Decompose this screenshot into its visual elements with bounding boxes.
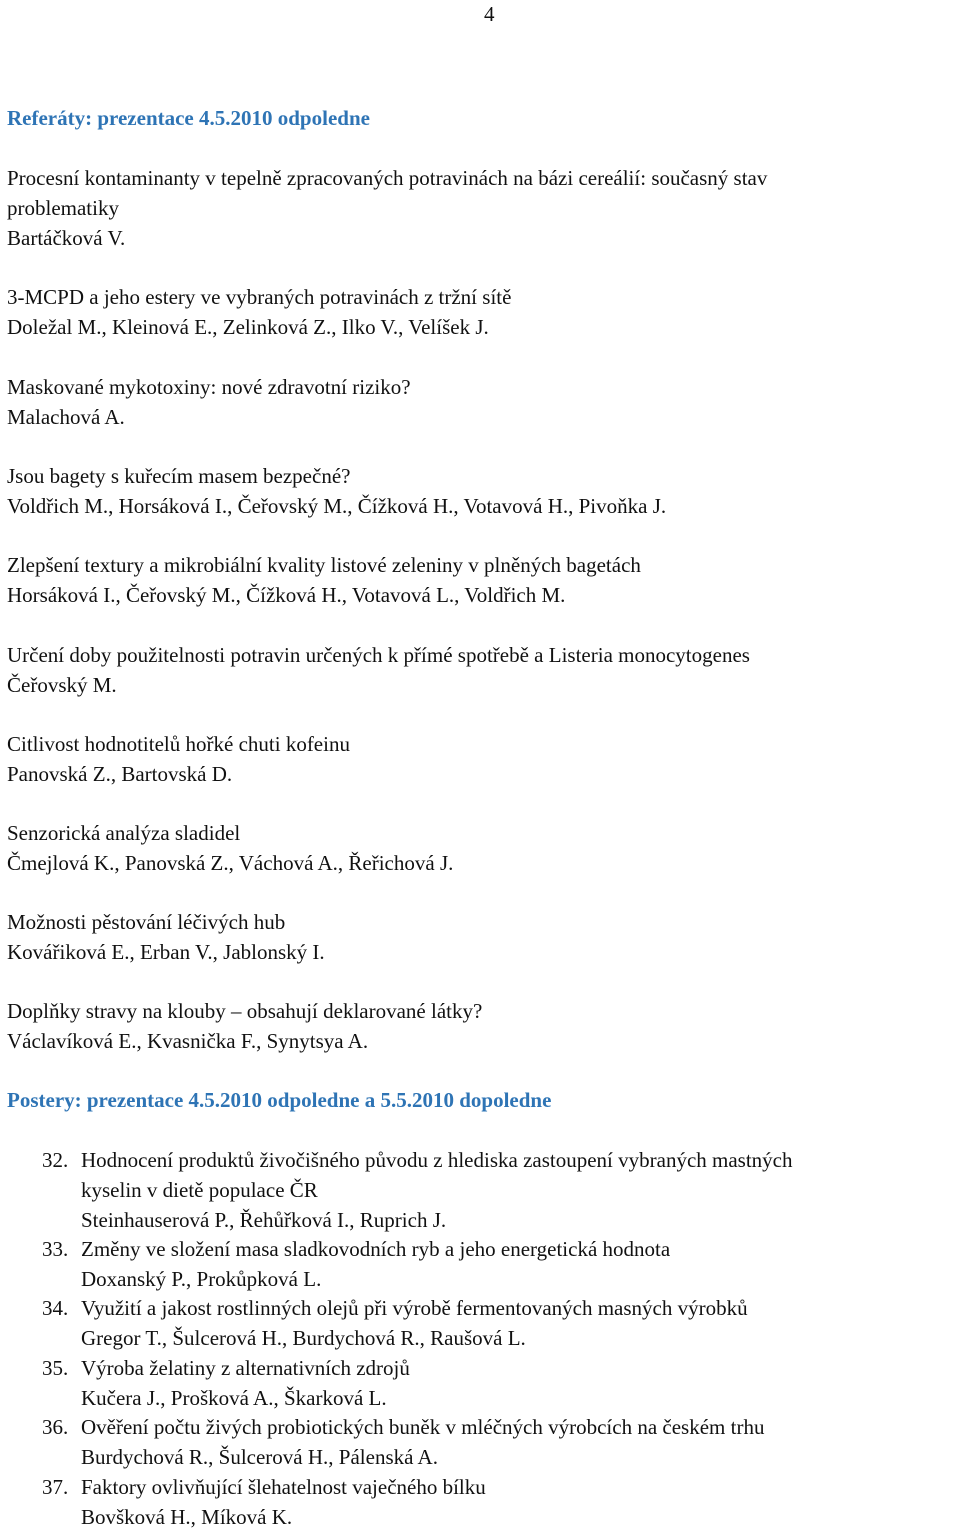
poster-item (42, 1145, 957, 1235)
poster-authors: Gregor T., Šulcerová H., Burdychová R., Raušová L. (81, 1326, 526, 1350)
poster-number: 35. (42, 1356, 69, 1380)
lecture-title-continued: problematiky (7, 196, 119, 220)
lecture-item (7, 550, 952, 610)
lecture-item (7, 282, 952, 342)
lecture-item (7, 818, 952, 878)
lecture-title: Citlivost hodnotitelů hořké chuti kofeinu (7, 732, 350, 756)
poster-item (42, 1353, 957, 1413)
page-number: 4 (484, 2, 495, 26)
lecture-authors: Václavíková E., Kvasnička F., Synytsya A. (7, 1029, 369, 1053)
lecture-authors: Kovářiková E., Erban V., Jablonský I. (7, 940, 325, 964)
lecture-authors: Malachová A. (7, 405, 125, 429)
lecture-item (7, 640, 952, 700)
lecture-title: Procesní kontaminanty v tepelně zpracovaných potravinách na bázi cereálií: současný stav (7, 166, 768, 190)
lecture-authors: Čmejlová K., Panovská Z., Váchová A., Řeřichová J. (7, 851, 454, 875)
lecture-item (7, 729, 952, 789)
poster-title: Využití a jakost rostlinných olejů při výrobě fermentovaných masných výrobků (81, 1296, 748, 1320)
poster-title: Změny ve složení masa sladkovodních ryb a jeho energetická hodnota (81, 1237, 671, 1261)
poster-authors: Burdychová R., Šulcerová H., Pálenská A. (81, 1445, 438, 1469)
poster-number: 33. (42, 1237, 69, 1261)
lecture-title: Možnosti pěstování léčivých hub (7, 910, 286, 934)
lecture-authors: Panovská Z., Bartovská D. (7, 762, 233, 786)
poster-number: 37. (42, 1475, 69, 1499)
lecture-item (7, 996, 952, 1056)
poster-authors: Bovšková H., Míková K. (81, 1505, 293, 1529)
poster-item (42, 1293, 957, 1353)
lecture-item (7, 461, 952, 521)
lecture-authors: Horsáková I., Čeřovský M., Čížková H., Votavová L., Voldřich M. (7, 583, 566, 607)
lecture-title: Maskované mykotoxiny: nové zdravotní riziko? (7, 375, 411, 399)
lecture-title: Jsou bagety s kuřecím masem bezpečné? (7, 464, 351, 488)
lecture-title: Zlepšení textury a mikrobiální kvality listové zeleniny v plněných bagetách (7, 553, 641, 577)
poster-item (42, 1412, 957, 1472)
poster-title: Výroba želatiny z alternativních zdrojů (81, 1356, 410, 1380)
lecture-title: Určení doby použitelnosti potravin určených k přímé spotřebě a Listeria monocytogenes (7, 643, 750, 667)
postery-heading: Postery: prezentace 4.5.2010 odpoledne a 5.5.2010 dopoledne (7, 1088, 552, 1112)
poster-title: Faktory ovlivňující šlehatelnost vaječného bílku (81, 1475, 486, 1499)
lecture-title: Senzorická analýza sladidel (7, 821, 241, 845)
poster-number: 34. (42, 1296, 69, 1320)
lecture-item (7, 163, 952, 253)
lecture-item (7, 372, 952, 432)
poster-title: Hodnocení produktů živočišného původu z hlediska zastoupení vybraných mastných (81, 1148, 793, 1172)
lecture-authors: Voldřich M., Horsáková I., Čeřovský M., Čížková H., Votavová H., Pivoňka J. (7, 494, 667, 518)
poster-title: Ověření počtu živých probiotických buněk v mléčných výrobcích na českém trhu (81, 1415, 765, 1439)
poster-number: 32. (42, 1148, 69, 1172)
lecture-authors: Čeřovský M. (7, 673, 117, 697)
lecture-authors: Bartáčková V. (7, 226, 126, 250)
referaty-heading: Referáty: prezentace 4.5.2010 odpoledne (7, 106, 370, 130)
lecture-authors: Doležal M., Kleinová E., Zelinková Z., Ilko V., Velíšek J. (7, 315, 489, 339)
poster-authors: Doxanský P., Prokůpková L. (81, 1267, 322, 1291)
lecture-item (7, 907, 952, 967)
poster-item (42, 1234, 957, 1294)
lecture-title: 3-MCPD a jeho estery ve vybraných potravinách z tržní sítě (7, 285, 512, 309)
poster-authors: Steinhauserová P., Řehůřková I., Ruprich J. (81, 1208, 447, 1232)
poster-title-continued: kyselin v dietě populace ČR (81, 1178, 318, 1202)
poster-authors: Kučera J., Prošková A., Škarková L. (81, 1386, 387, 1410)
lecture-title: Doplňky stravy na klouby – obsahují deklarované látky? (7, 999, 483, 1023)
poster-item (42, 1472, 957, 1532)
poster-number: 36. (42, 1415, 69, 1439)
